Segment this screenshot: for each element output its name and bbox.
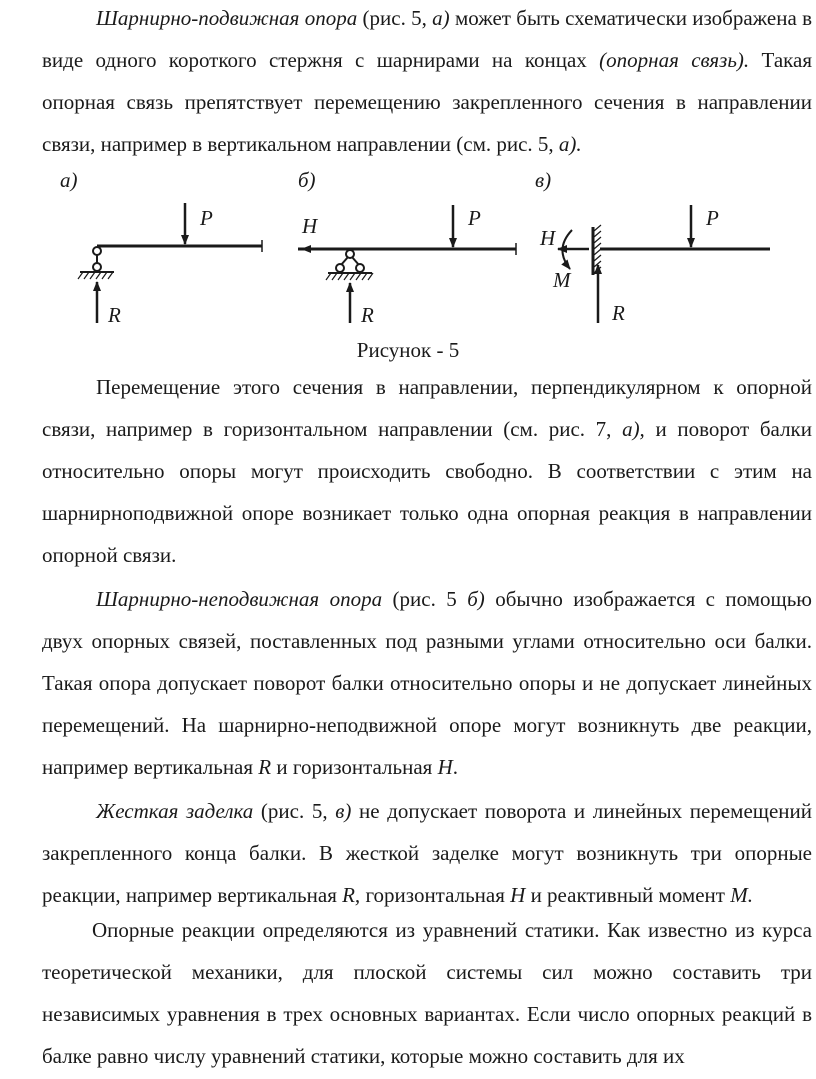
diagram-a: [60, 168, 262, 327]
text-run: (рис. 5: [382, 587, 468, 611]
text-run: R,: [342, 883, 361, 907]
hinge-right-b: [356, 264, 364, 272]
paragraph-section-movement: [42, 366, 812, 576]
text-run: обычно изображается с помощью двух опорных связей, поставленных под разными углами относительно оси балки. Такая опора допускает поворот балки относительно опоры и не допускает линейных перемещений. На шарнирно-неподвижной опоре могут возникнуть две реакции, например вертикальная: [42, 587, 812, 779]
label-h-b: H: [302, 214, 318, 238]
text-run: (рис. 5,: [357, 6, 433, 30]
ground-hatch-a: [78, 272, 113, 279]
text-run: (рис. 5,: [253, 799, 336, 823]
text-run: и поворот балки относительно опоры могут происходить свободно. В соответствии с этим на шарнирноподвижной опоре возникает только одна опорная реакция в направлении опорной связи.: [42, 417, 812, 567]
paragraph-hinged-movable-support: [42, 0, 812, 165]
text-run: H: [437, 755, 453, 779]
text-run: H: [510, 883, 526, 907]
paragraph-hinged-fixed-support: [42, 578, 812, 788]
term-hinged-movable: Шарнирно-подвижная опора: [96, 6, 358, 30]
text-run: а).: [558, 132, 582, 156]
label-p-a: P: [200, 206, 213, 230]
text-run: а): [432, 6, 450, 30]
support-diagrams: [40, 165, 780, 335]
hinge-top-a: [93, 247, 101, 255]
paragraph-support-reactions: [42, 909, 812, 1077]
term-hinged-fixed: Шарнирно-неподвижная опора: [96, 587, 383, 611]
diagram-v: [535, 168, 770, 325]
paragraph-fixed-end: [42, 790, 812, 916]
text-run: и реактивный момент: [525, 883, 731, 907]
hinge-left-b: [336, 264, 344, 272]
figure-5-supports: [40, 165, 780, 335]
text-run: и горизонтальная: [271, 755, 438, 779]
figure-caption: Рисунок - 5: [356, 338, 460, 362]
text-run: Такая опорная связь препятствует перемещению закрепленного сечения в направлении связи, например в вертикальном направлении (см. рис. 5,: [42, 48, 813, 156]
text-run: горизонтальная: [360, 883, 511, 907]
text-run: а),: [622, 417, 645, 441]
text-run: .: [452, 755, 458, 779]
text-run: б): [467, 587, 485, 611]
label-h-v: H: [540, 226, 556, 250]
text-run: Перемещение этого сечения в направлении, перпендикулярном к опорной связи, например в горизонтальном направлении (см. рис. 7,: [42, 375, 812, 441]
label-r-b: R: [361, 303, 374, 327]
diagram-b: [298, 168, 516, 327]
label-r-v: R: [612, 301, 625, 325]
text-run: в): [335, 799, 352, 823]
label-a: а): [60, 168, 78, 192]
label-b: б): [298, 168, 316, 192]
text-run: Опорные реакции определяются из уравнений статики. Как известно из курса теоретической механики, для плоской системы сил можно составить три независимых уравнения в трех основных вариантах. Если число опорных реакций в балке равно числу уравнений статики, которые можно составить для их: [42, 918, 812, 1068]
text-run: (опорная связь).: [599, 48, 750, 72]
ground-hatch-b: [326, 273, 373, 280]
text-run: R: [258, 755, 272, 779]
label-m-v: M: [553, 268, 571, 292]
text-run: может быть схематически изображена в виде одного короткого стержня с шарнирами на концах: [42, 6, 812, 72]
text-run: M.: [730, 883, 753, 907]
label-v: в): [535, 168, 552, 192]
label-p-b: P: [468, 206, 481, 230]
term-fixed-end: Жесткая заделка: [96, 799, 254, 823]
label-p-v: P: [706, 206, 719, 230]
hinge-bottom-a: [93, 263, 101, 271]
text-run: не допускает поворота и линейных перемещений закрепленного конца балки. В жесткой заделке могут возникнуть три опорные реакции, например вертикальная: [42, 799, 812, 907]
label-r-a: R: [108, 303, 121, 327]
